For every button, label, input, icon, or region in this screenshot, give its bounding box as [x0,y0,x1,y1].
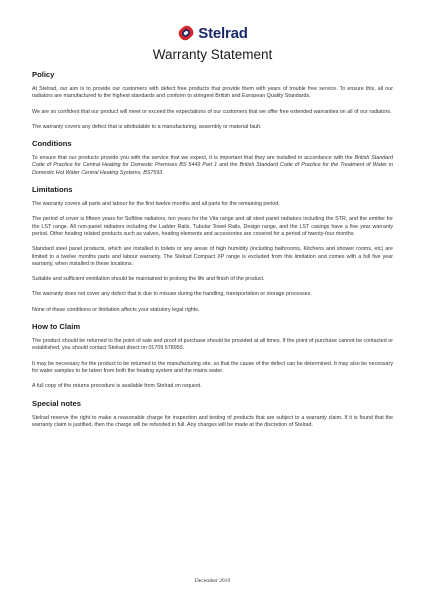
document-title: Warranty Statement [152,47,273,62]
section-heading: Conditions [32,139,72,149]
text-run: . [162,169,164,176]
policy-section [32,70,393,131]
paragraph: Stelrad reserve the right to make a reasonable charge for inspection and testing of products that are subject to a warranty claim. If it is found that the warranty claim is justified, then the charge will be refunded in full. Any charges will be made at the discretion of Stelrad. [32,414,393,428]
standard-citation: British Standard Code of Practice for Central Heating for Domestic Premises BS 5449 Part 1 [32,155,393,169]
conditions-section [32,139,393,177]
limitations-section [32,185,393,314]
brand-logo [32,22,393,44]
paragraph: Suitable and sufficient ventilation should be maintained to prolong the life and finish of the product. [32,276,265,283]
paragraph: Standard steel panel products, which are installed in toilets or any areas of high humidity (including bathrooms, Kitchens and shower rooms, etc) are limited to a twelve months parts and labour warranty. The Stelrad Compact XP range is excluded from this limitation and comes with a full five year warranty, when installed in these locations. [32,246,393,267]
paragraph [32,155,393,177]
paragraph: A full copy of the returns procedure is available from Stelrad on request. [32,383,202,390]
standard-citation: British Standard Code of Practice for the Treatment of Water in Domestic Hot Water Central Heating Systems, BS7593 [32,162,393,176]
paragraph: At Stelrad, our aim is to provide our customers with defect free products that provide them with years of trouble free service. To ensure this, all our radiators are manufactured to the highest standards and conform to stringent British and European Quality Standards. [32,86,393,100]
paragraph: The warranty does not cover any defect that is due to misuse during the handling, transportation or storage processes. [32,291,312,298]
section-heading: Policy [32,70,55,79]
paragraph: We are so confident that our product will meet or exceed the expectations of our customers that we offer free extended warranties on all of our radiators. [32,108,392,115]
paragraph: It may be necessary for the product to be returned to the manufacturing site, so that the cause of the defect can be determined. It may also be necessary for water samples to be taken from both the heating system and the mains water. [32,360,393,374]
paragraph: The warranty covers all parts and labour for the first twelve months and all parts for the remaining period. [32,201,280,208]
text-run: and the [217,162,240,169]
logo-text: Stelrad [198,24,248,42]
paragraph: The warranty covers any defect that is attributable to a manufacturing, assembly or material fault. [32,123,262,130]
stelrad-logo-icon [177,24,195,42]
paragraph: The period of cover is fifteen years for Softline radiators, ten years for the Vita range and all steel panel radiators including the STR, and the emitter for the LST range. All non-panel radiators including the Ladder Rails, Tubular Towel Rails, Design range, and the LST casings have a five year warranty period. Other heating related products such as valves, heating elements and accessories are covered for a period of twenty-four months. [32,216,393,237]
paragraph: The product should be returned to the point of sale and proof of purchase should be provided at all times. If the point of purchase cannot be contacted or established, you should contact Stelrad direct on 01709 578950. [32,338,393,352]
section-heading: How to Claim [32,322,81,332]
how-to-claim-section [32,322,393,390]
special-notes-section [32,399,393,430]
footer-date: December 2019 [194,578,231,584]
section-heading: Limitations [32,185,73,195]
section-heading: Special notes [32,398,81,408]
paragraph: None of these conditions or limitation affects your statutory legal rights. [32,306,200,313]
text-run: To ensure that our products provide you with the service that we expect, it is important that they are installed in accordance with the [32,155,355,162]
